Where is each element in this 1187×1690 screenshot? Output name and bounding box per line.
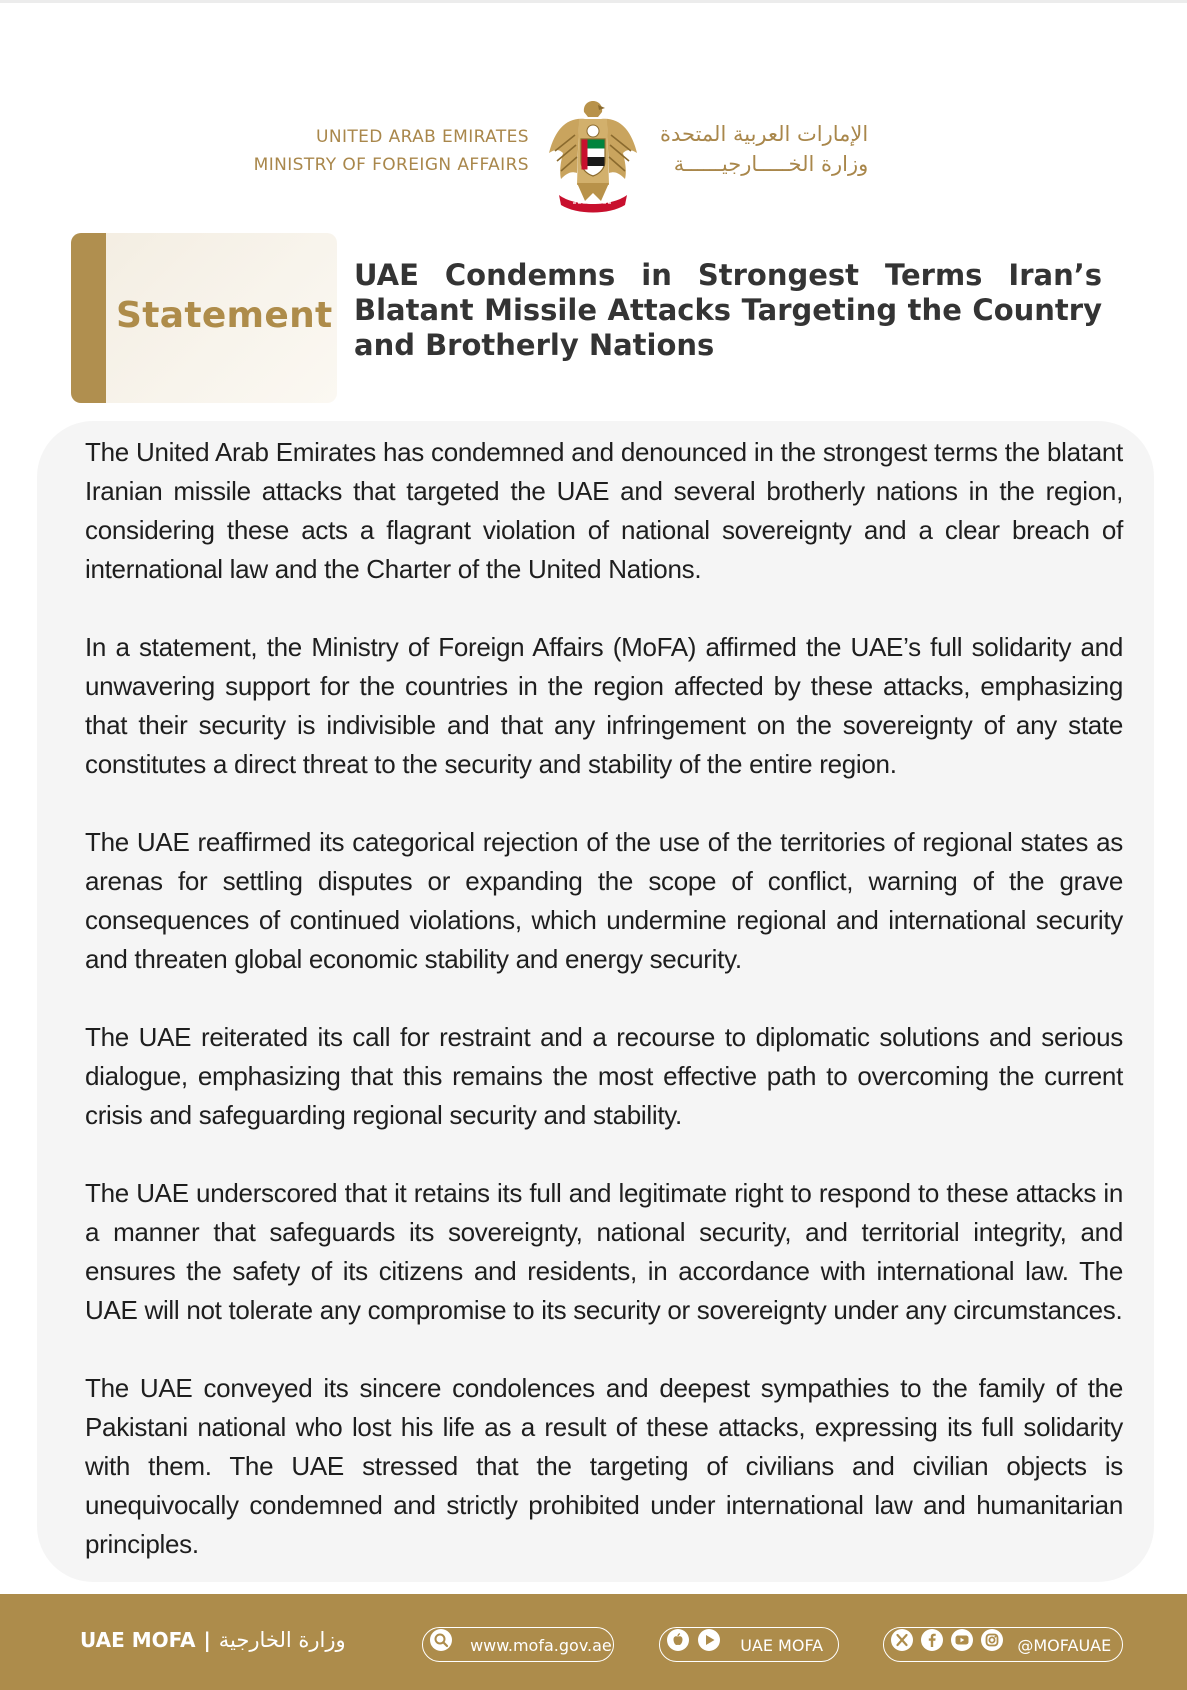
youtube-icon[interactable] xyxy=(950,1628,974,1663)
paragraph: The United Arab Emirates has condemned and denounced in the strongest terms the blatant Iranian missile attacks that targeted the UAE and several brotherly nations in the region, considering these acts a flagrant violation of national sovereignty and a clear breach of international law and the Charter of the United Nations. xyxy=(85,437,1123,584)
org-line-ministry: MINISTRY OF FOREIGN AFFAIRS xyxy=(253,155,529,175)
top-divider xyxy=(0,0,1187,3)
search-icon xyxy=(429,1628,453,1663)
app-link[interactable] xyxy=(659,1627,839,1662)
app-label: UAE MOFA xyxy=(740,1636,824,1655)
website-link[interactable] xyxy=(422,1627,614,1662)
org-line-country-ar: الإمارات العربية المتحدة xyxy=(660,122,869,146)
uae-falcon-emblem xyxy=(545,95,641,215)
paragraph: The UAE reaffirmed its categorical rejection of the use of the territories of regional states as arenas for settling disputes or expanding the scope of conflict, warning of the grave consequences of continued violations, which undermine regional and international security and threaten global economic stability and energy security. xyxy=(85,827,1123,974)
instagram-icon[interactable] xyxy=(980,1628,1004,1663)
letterhead xyxy=(0,95,1187,215)
footer-brand-ar: وزارة الخارجية xyxy=(218,1628,346,1652)
paragraph: The UAE conveyed its sincere condolences and deepest sympathies to the family of the Pakistani national who lost his life as a result of these attacks, expressing its full solidarity with them. The UAE stressed that the targeting of civilians and civilian objects is unequivocally condemned and strictly prohibited under international law and humanitarian principles. xyxy=(85,1373,1123,1559)
headline: UAE Condemns in Strongest Terms Iran’s Blatant Missile Attacks Targeting the Country and Brotherly Nations xyxy=(354,258,1102,362)
paragraph: The UAE underscored that it retains its full and legitimate right to respond to these attacks in a manner that safeguards its sovereignty, national security, and territorial integrity, and ensures the safety of its citizens and residents, in accordance with international law. The UAE will not tolerate any compromise to its security or sovereignty under any circumstances. xyxy=(85,1178,1123,1325)
statement-label: Statement xyxy=(116,295,333,336)
footer-bar xyxy=(0,1594,1187,1690)
apple-icon xyxy=(666,1628,690,1663)
website-url: www.mofa.gov.ae xyxy=(470,1636,612,1655)
social-links[interactable] xyxy=(883,1627,1123,1662)
footer-brand-en: UAE MOFA xyxy=(80,1628,196,1652)
org-line-country: UNITED ARAB EMIRATES xyxy=(315,127,529,147)
footer-brand xyxy=(80,1628,346,1652)
social-handle: @MOFAUAE xyxy=(1017,1636,1112,1655)
statement-tag xyxy=(71,233,337,403)
org-name-arabic xyxy=(660,119,868,179)
tag-accent-bar xyxy=(71,233,106,403)
org-name-english xyxy=(254,123,529,179)
footer-separator: | xyxy=(203,1628,211,1652)
org-line-ministry-ar: وزارة الخـــــارجيــــــة xyxy=(673,152,869,176)
x-icon[interactable] xyxy=(890,1628,914,1663)
play-store-icon xyxy=(697,1628,721,1663)
paragraph: The UAE reiterated its call for restraint and a recourse to diplomatic solutions and serious dialogue, emphasizing that this remains the most effective path to overcoming the current crisis and safeguarding regional security and stability. xyxy=(85,1022,1123,1130)
paragraph: In a statement, the Ministry of Foreign Affairs (MoFA) affirmed the UAE’s full solidarity and unwavering support for the countries in the region affected by these attacks, emphasizing that their security is indivisible and that any infringement on the sovereignty of any state constitutes a direct threat to the security and stability of the entire region. xyxy=(85,632,1123,779)
facebook-icon[interactable] xyxy=(920,1628,944,1663)
statement-body xyxy=(85,433,1123,1603)
